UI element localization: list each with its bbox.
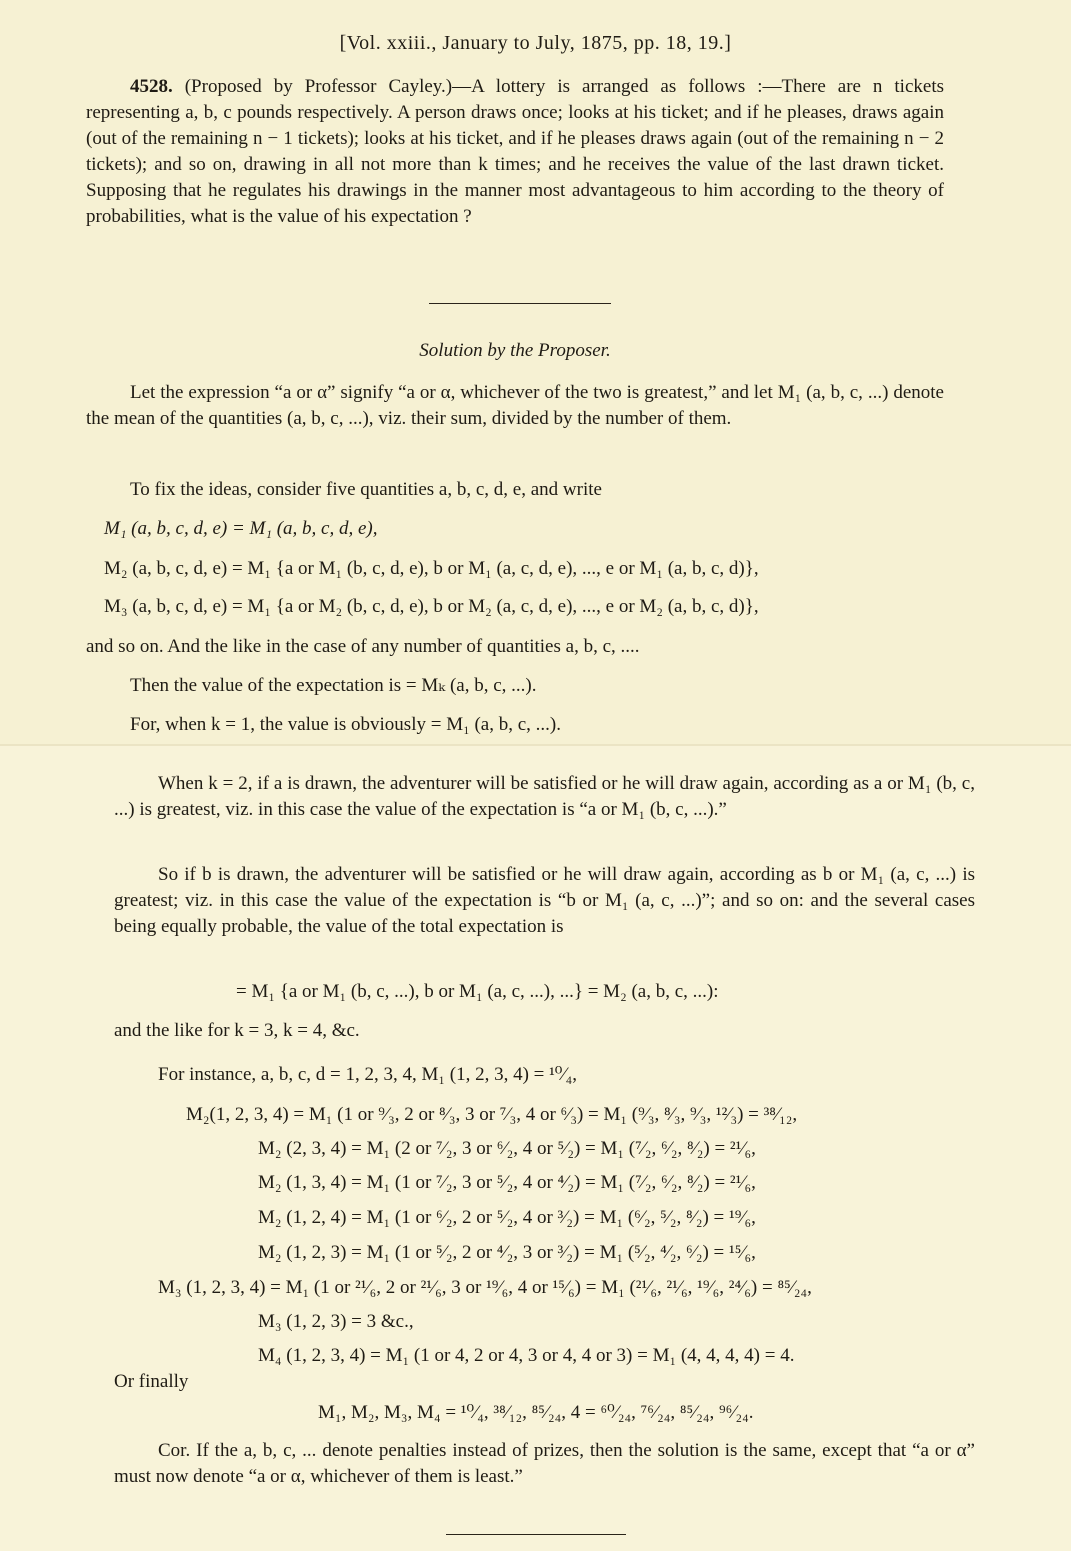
example-m2-1234: M₂(1, 2, 3, 4) = M₁ (1 or ⁹⁄₃, 2 or ⁸⁄₃, 3 or ⁷⁄₃, 4 or ⁶⁄₃) = M₁ (⁹⁄₃, ⁸⁄₃, ⁹⁄₃, ¹²⁄₃) = ³⁸⁄₁₂, [186, 1104, 798, 1125]
example-intro: For instance, a, b, c, d = 1, 2, 3, 4, M₁ (1, 2, 3, 4) = ¹⁰⁄₄, [158, 1064, 577, 1085]
question-proposer: (Proposed by Professor Cayley.) [184, 76, 453, 97]
total-expectation-equation: = M₁ {a or M₁ (b, c, ...), b or M₁ (a, c, ...), ...} = M₂ (a, b, c, ...): [236, 981, 719, 1002]
question-number: 4528. [130, 76, 173, 97]
final-equation: M₁, M₂, M₃, M₄ = ¹⁰⁄₄, ³⁸⁄₁₂, ⁸⁵⁄₂₄, 4 = ⁶⁰⁄₂₄, ⁷⁶⁄₂₄, ⁸⁵⁄₂₄, ⁹⁶⁄₂₄. [318, 1402, 754, 1423]
volume-header: [Vol. xxiii., January to July, 1875, pp. 18, 19.] [339, 32, 732, 54]
b-drawn-paragraph: So if b is drawn, the adventurer will be satisfied or he will draw again, according as b or M₁ (a, c, ...) is greatest; viz. in this case the value of the expectation is “b or M₁ (a, c, ...)”; and so on: and the several cases being equally probable, the value of the total expectation is [114, 864, 975, 937]
example-m3-1234: M₃ (1, 2, 3, 4) = M₁ (1 or ²¹⁄₆, 2 or ²¹⁄₆, 3 or ¹⁹⁄₆, 4 or ¹⁵⁄₆) = M₁ (²¹⁄₆, ²¹⁄₆, ¹⁹⁄₆, ²⁴⁄₆) = ⁸⁵⁄₂₄, [158, 1277, 812, 1298]
example-m4-1234: M₄ (1, 2, 3, 4) = M₁ (1 or 4, 2 or 4, 3 or 4, 4 or 3) = M₁ (4, 4, 4, 4) = 4. [258, 1345, 795, 1366]
k-equals-two-paragraph: When k = 2, if a is drawn, the adventurer will be satisfied or he will draw again, according as a or M₁ (b, c, ...) is greatest, viz. in this case the value of the expectation is “a or M₁ (b, c, ...).” [114, 773, 975, 820]
question-block [86, 74, 944, 230]
expectation-statement: Then the value of the expectation is = Mₖ (a, b, c, ...). [130, 675, 537, 696]
equation-m2: M₂ (a, b, c, d, e) = M₁ {a or M₁ (b, c, d, e), b or M₁ (a, c, d, e), ..., e or M₁ (a, b, c, d)}, [104, 558, 759, 579]
question-text: —A lottery is arranged as follows :—There are n tickets representing a, b, c pounds respectively. A person draws once; looks at his ticket; and if he pleases, draws again (out of the remaining n − 1 tickets); looks at his ticket, and if he pleases draws again (out of the remaining n − 2 tickets); and so on, drawing in all not more than k times; and he receives the value of the last drawn ticket. Supposing that he regulates his drawings in the manner most advantageous to him according to the theory of probabilities, what is the value of his expectation ? [86, 76, 945, 227]
scan-seam [0, 744, 1071, 746]
example-m2-234: M₂ (2, 3, 4) = M₁ (2 or ⁷⁄₂, 3 or ⁶⁄₂, 4 or ⁵⁄₂) = M₁ (⁷⁄₂, ⁶⁄₂, ⁸⁄₂) = ²¹⁄₆, [258, 1138, 756, 1159]
fix-ideas-paragraph: To fix the ideas, consider five quantities a, b, c, d, e, and write [130, 479, 602, 500]
example-m2-123: M₂ (1, 2, 3) = M₁ (1 or ⁵⁄₂, 2 or ⁴⁄₂, 3 or ³⁄₂) = M₁ (⁵⁄₂, ⁴⁄₂, ⁶⁄₂) = ¹⁵⁄₆, [258, 1242, 756, 1263]
like-for-k-paragraph: and the like for k = 3, k = 4, &c. [114, 1020, 360, 1041]
equation-m3: M₃ (a, b, c, d, e) = M₁ {a or M₂ (b, c, d, e), b or M₂ (a, c, d, e), ..., e or M₂ (a, b, c, d)}, [104, 596, 759, 617]
section-divider [429, 303, 611, 304]
and-so-on-paragraph: and so on. And the like in the case of any number of quantities a, b, c, .... [86, 636, 640, 657]
equation-m1: M₁ (a, b, c, d, e) = M₁ (a, b, c, d, e), [104, 518, 378, 539]
k-equals-one-statement: For, when k = 1, the value is obviously = M₁ (a, b, c, ...). [130, 714, 561, 735]
solution-heading: Solution by the Proposer. [419, 340, 611, 361]
example-m3-123: M₃ (1, 2, 3) = 3 &c., [258, 1311, 414, 1332]
or-finally-label: Or finally [114, 1371, 189, 1392]
example-m2-124: M₂ (1, 2, 4) = M₁ (1 or ⁶⁄₂, 2 or ⁵⁄₂, 4 or ³⁄₂) = M₁ (⁶⁄₂, ⁵⁄₂, ⁸⁄₂) = ¹⁹⁄₆, [258, 1207, 756, 1228]
end-divider [446, 1534, 626, 1535]
example-m2-134: M₂ (1, 3, 4) = M₁ (1 or ⁷⁄₂, 3 or ⁵⁄₂, 4 or ⁴⁄₂) = M₁ (⁷⁄₂, ⁶⁄₂, ⁸⁄₂) = ²¹⁄₆, [258, 1172, 756, 1193]
corollary-paragraph: Cor. If the a, b, c, ... denote penalties instead of prizes, then the solution is the same, except that “a or α” must now denote “a or α, whichever of them is least.” [114, 1440, 975, 1487]
definition-paragraph: Let the expression “a or α” signify “a or α, whichever of the two is greatest,” and let M₁ (a, b, c, ...) denote the mean of the quantities (a, b, c, ...), viz. their sum, divided by the number of them. [86, 382, 944, 429]
